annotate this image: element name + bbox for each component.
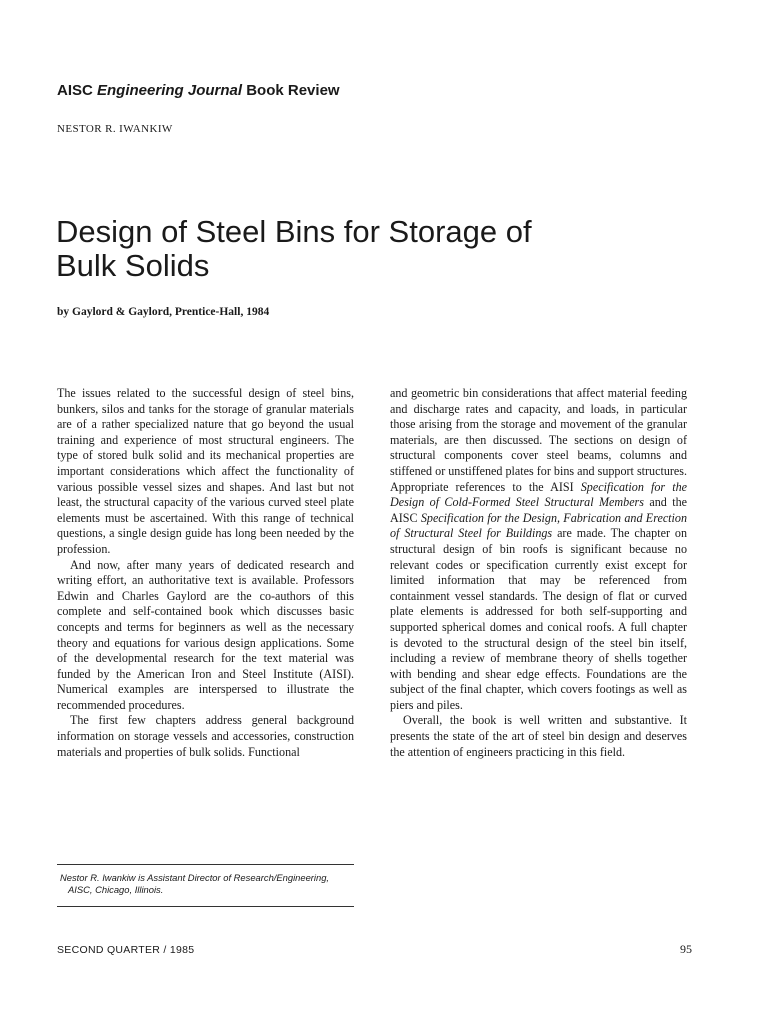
paragraph: The first few chapters address general background information on storage vessels and accessories, construction materials and properties of bulk solids. Functional	[57, 713, 354, 759]
footnote-divider	[57, 906, 354, 907]
issue-label: SECOND QUARTER / 1985	[57, 944, 195, 956]
reviewer-name: NESTOR R. IWANKIW	[57, 123, 173, 135]
text-run: and the AISC	[390, 495, 687, 525]
header-prefix: AISC	[57, 82, 98, 99]
text-run: are made. The chapter on structural design of bin roofs is significant because no relevant codes or specification currently exist except for limited information that may be referenced from containment vessel standards. The design of flat or curved plate elements is addressed for both self-supporting and supported spherical domes and conical roofs. A full chapter is devoted to the structural design of the steel bin itself, including a review of membrane theory of shells together with bending and shear edge effects. Foundations are the subject of the final chapter, which covers footings as well as piers and piles.	[390, 526, 688, 712]
paragraph	[390, 386, 687, 713]
text-run: and geometric bin considerations that affect material feeding and discharge rates and capacity, and loads, in particular those arising from the storage and movement of the granular materials, are then discussed. The sections on design of structural components cover steel beams, columns and stiffened or unstiffened plates for bins and support structures. Appropriate references to the AISI	[390, 386, 687, 494]
specification-title: Specification for the Design of Cold-Formed Steel Structural Members	[390, 479, 687, 510]
header-suffix: Book Review	[242, 82, 340, 99]
footnote-line: Nestor R. Iwankiw is Assistant Director of Research/Engineering,	[60, 872, 330, 883]
page-number: 95	[680, 942, 692, 956]
footnote	[60, 872, 360, 896]
paragraph: Overall, the book is well written and substantive. It presents the state of the art of steel bin design and deserves the attention of engineers practicing in this field.	[390, 713, 687, 759]
column-right	[390, 386, 687, 760]
paragraph: And now, after many years of dedicated research and writing effort, an authoritative text is available. Professors Edwin and Charles Gaylord are the co-authors of this complete and self-contained book which discusses basic concepts and terms for beginners as well as the necessary theory and equations for various design applications. Some of the developmental research for the text material was funded by the American Iron and Steel Institute (AISI). Numerical examples are interspersed to illustrate the recommended procedures.	[57, 557, 354, 712]
footnote-divider	[57, 864, 354, 865]
paragraph: The issues related to the successful design of steel bins, bunkers, silos and tanks for the storage of granular materials are of a rather specialized nature that go beyond the usual training and experience of most structural engineers. The type of stored bulk solid and its mechanical properties are important considerations which affect the functionality of various possible vessel sizes and shapes. And last but not least, the structural capacity of the various curved steel plate elements must be ascertained. With this range of technical questions, a single design guide has long been needed by the profession.	[57, 386, 354, 556]
page-title: Design of Steel Bins for Storage of Bulk Solids	[56, 214, 532, 283]
specification-title: Specification for the Design, Fabrication and Erection of Structural Steel for Buildings	[390, 510, 687, 541]
column-left	[57, 386, 354, 760]
journal-header	[57, 82, 340, 99]
journal-name: Engineering Journal	[97, 82, 243, 99]
footnote-line: AISC, Chicago, Illinois.	[68, 884, 164, 895]
byline: by Gaylord & Gaylord, Prentice-Hall, 1984	[57, 306, 270, 318]
